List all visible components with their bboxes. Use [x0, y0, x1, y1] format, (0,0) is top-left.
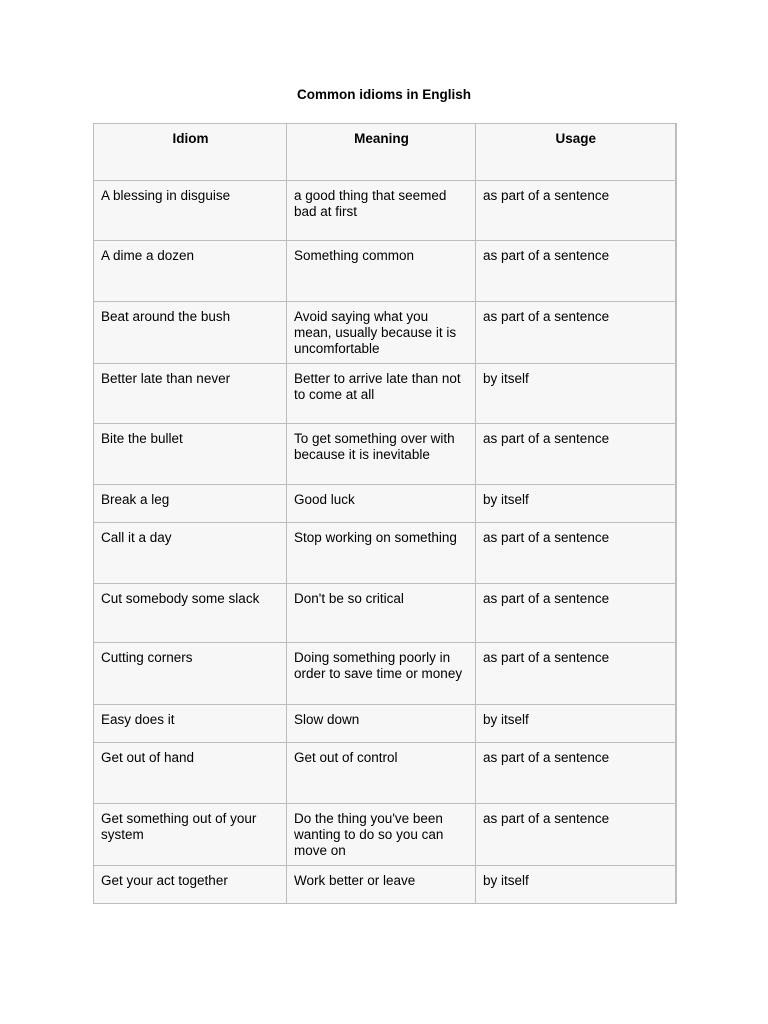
usage-cell: as part of a sentence: [476, 804, 676, 866]
table-row: [94, 743, 676, 804]
meaning-cell: Better to arrive late than not to come at all: [287, 364, 476, 424]
table-row: [94, 804, 676, 866]
idioms-table: [93, 123, 677, 904]
meaning-cell: Stop working on something: [287, 523, 476, 584]
table-row: [94, 302, 676, 364]
meaning-cell: a good thing that seemed bad at first: [287, 181, 476, 241]
idiom-cell: Easy does it: [94, 705, 287, 743]
meaning-cell: To get something over with because it is inevitable: [287, 424, 476, 485]
idiom-cell: Better late than never: [94, 364, 287, 424]
header-idiom: Idiom: [94, 124, 287, 181]
table-row: [94, 705, 676, 743]
meaning-cell: Do the thing you've been wanting to do so you can move on: [287, 804, 476, 866]
table-row: [94, 181, 676, 241]
meaning-cell: Doing something poorly in order to save time or money: [287, 643, 476, 705]
meaning-cell: Avoid saying what you mean, usually because it is uncomfortable: [287, 302, 476, 364]
usage-cell: as part of a sentence: [476, 424, 676, 485]
table-row: [94, 584, 676, 643]
table-row: [94, 364, 676, 424]
usage-cell: as part of a sentence: [476, 523, 676, 584]
usage-cell: as part of a sentence: [476, 743, 676, 804]
idiom-cell: A dime a dozen: [94, 241, 287, 302]
usage-cell: as part of a sentence: [476, 241, 676, 302]
usage-cell: as part of a sentence: [476, 302, 676, 364]
idiom-cell: Bite the bullet: [94, 424, 287, 485]
header-meaning: Meaning: [287, 124, 476, 181]
table-row: [94, 241, 676, 302]
table-row: [94, 485, 676, 523]
idiom-cell: Cutting corners: [94, 643, 287, 705]
table-row: [94, 523, 676, 584]
meaning-cell: Get out of control: [287, 743, 476, 804]
usage-cell: by itself: [476, 705, 676, 743]
usage-cell: by itself: [476, 866, 676, 904]
usage-cell: by itself: [476, 364, 676, 424]
idiom-cell: A blessing in disguise: [94, 181, 287, 241]
idiom-cell: Get something out of your system: [94, 804, 287, 866]
meaning-cell: Work better or leave: [287, 866, 476, 904]
usage-cell: as part of a sentence: [476, 643, 676, 705]
idiom-cell: Beat around the bush: [94, 302, 287, 364]
idiom-cell: Break a leg: [94, 485, 287, 523]
table-row: [94, 424, 676, 485]
header-usage: Usage: [476, 124, 676, 181]
meaning-cell: Slow down: [287, 705, 476, 743]
table-row: [94, 643, 676, 705]
meaning-cell: Good luck: [287, 485, 476, 523]
idiom-cell: Get out of hand: [94, 743, 287, 804]
meaning-cell: Don't be so critical: [287, 584, 476, 643]
usage-cell: by itself: [476, 485, 676, 523]
idiom-cell: Call it a day: [94, 523, 287, 584]
usage-cell: as part of a sentence: [476, 584, 676, 643]
table-row: [94, 866, 676, 904]
idiom-cell: Get your act together: [94, 866, 287, 904]
page-title: Common idioms in English: [296, 87, 471, 102]
table-header-row: [94, 124, 676, 181]
meaning-cell: Something common: [287, 241, 476, 302]
idiom-cell: Cut somebody some slack: [94, 584, 287, 643]
usage-cell: as part of a sentence: [476, 181, 676, 241]
